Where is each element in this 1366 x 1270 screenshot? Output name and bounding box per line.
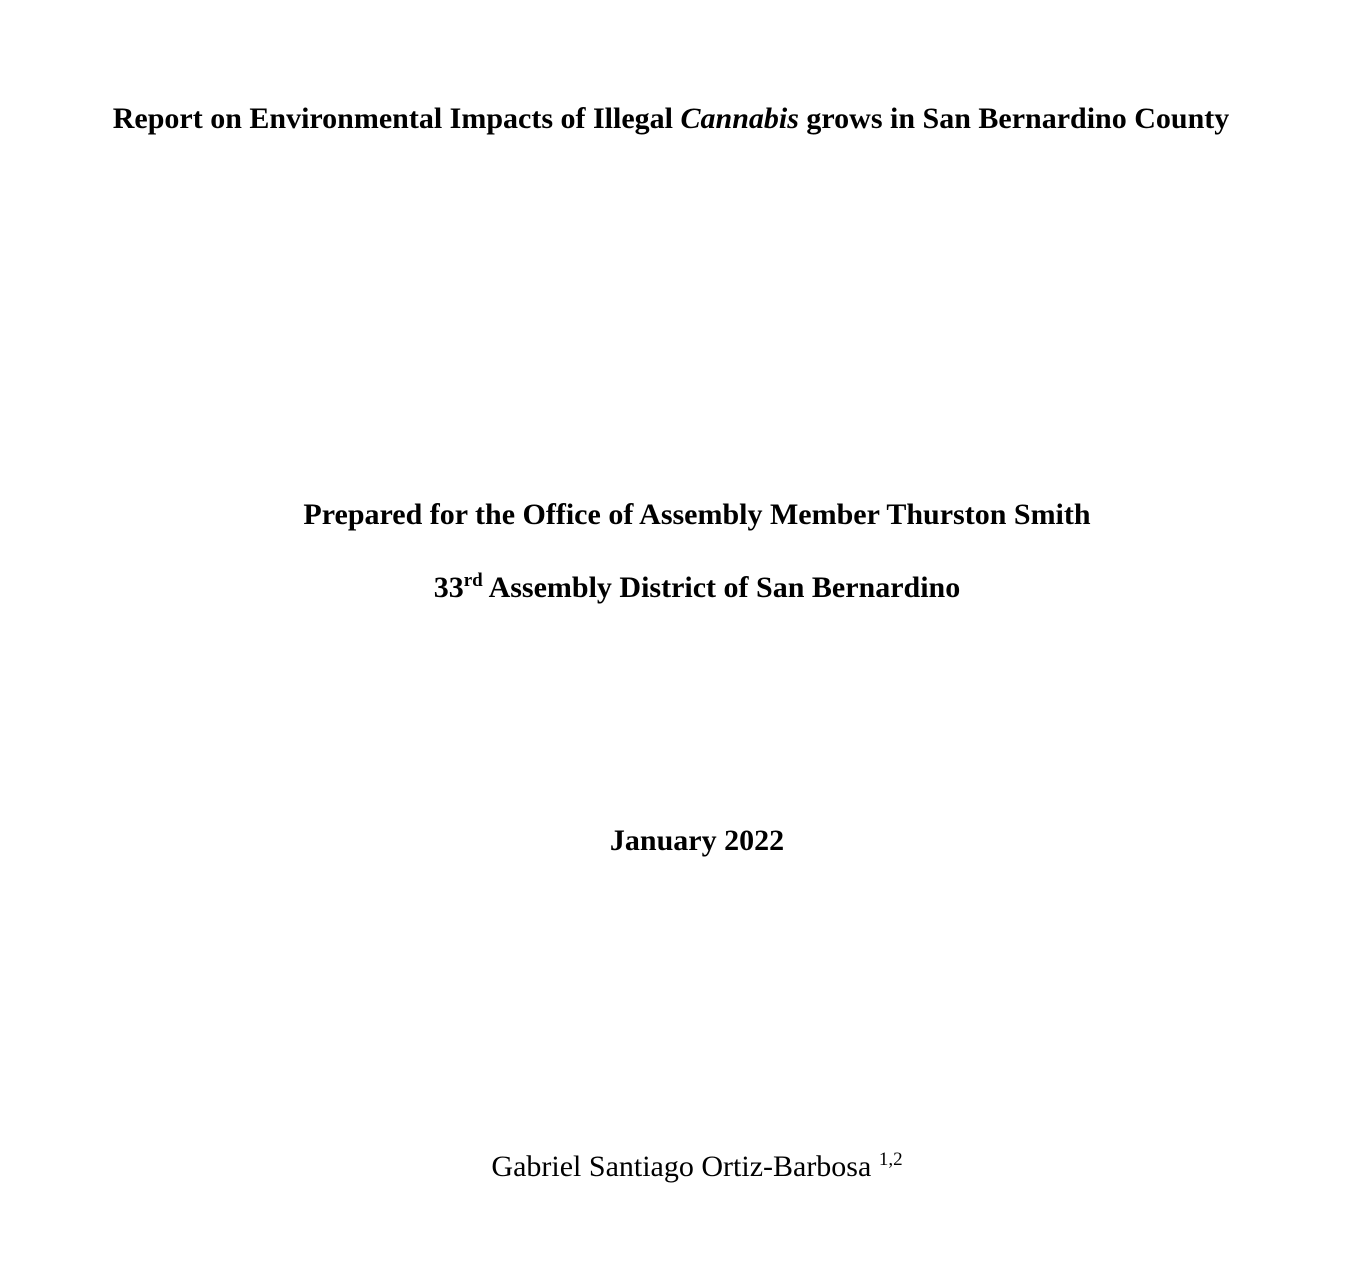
- title-text-end: grows in San Bernardino County: [798, 102, 1230, 135]
- district-ordinal-suffix: rd: [463, 570, 483, 591]
- author-line: [14, 1149, 1366, 1183]
- prepared-for-line: Prepared for the Office of Assembly Member Thurston Smith: [303, 498, 1091, 531]
- report-title: [0, 104, 1354, 134]
- author-affiliations: 1,2: [878, 1149, 903, 1170]
- report-date: January 2022: [609, 824, 785, 857]
- district-number: 33: [433, 571, 464, 604]
- title-italic-cannabis: Cannabis: [680, 102, 799, 135]
- district-name: Assembly District of San Bernardino: [482, 571, 961, 604]
- title-text-start: Report on Environmental Impacts of Illegal: [112, 102, 681, 135]
- author-name: Gabriel Santiago Ortiz-Barbosa: [491, 1150, 879, 1183]
- district-line: [14, 570, 1366, 604]
